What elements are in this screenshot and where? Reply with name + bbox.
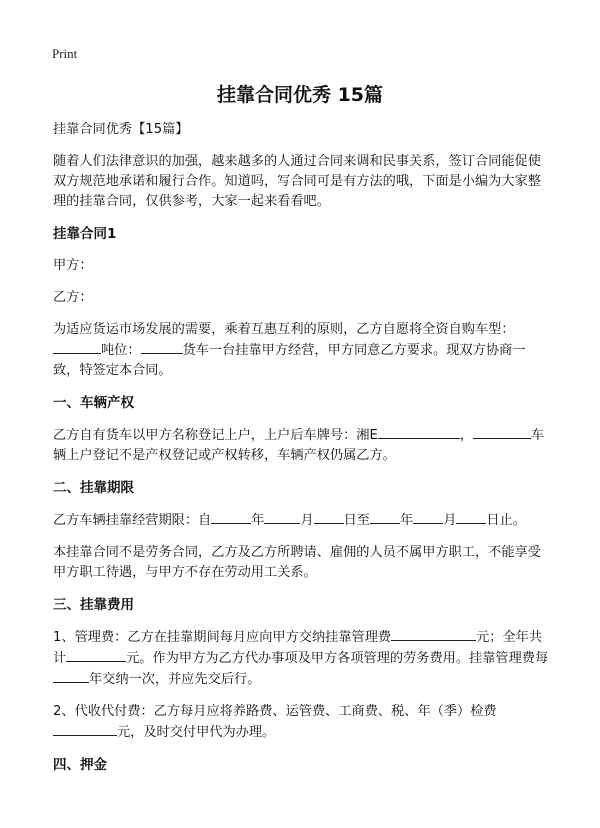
- blank-line: [53, 722, 117, 736]
- purpose-paragraph: 为适应货运市场发展的需要，乘着互惠互利的原则，乙方自愿将全资自购车型：吨位： 货车一台挂靠甲方经营，甲方同意乙方要求。现双方协商一致，特签定本合同。: [53, 322, 526, 378]
- party-b-label: 乙方：: [53, 290, 93, 305]
- intro-paragraph: 随着人们法律意识的加强，越来越多的人通过合同来调和民事关系，签订合同能促使双方规范地承诺和履行合作。知道吗，写合同可是有方法的哦，下面是小编为大家整理的挂靠合同，仅供参考，大家一起来看看吧。: [53, 154, 541, 209]
- blank-line: [53, 340, 101, 354]
- section-paragraph: 2、代收代付费：乙方每月应将养路费、运管费、工商费、税、年（季）检费元，及时交付甲代为办理。: [53, 704, 497, 740]
- blank-line: [413, 510, 443, 524]
- section-heading: 三、挂靠费用: [53, 597, 134, 613]
- section-paragraph: 本挂靠合同不是劳务合同，乙方及乙方所聘请、雇佣的人员不属甲方职工，不能享受甲方职工待遇，与甲方不存在劳动用工关系。: [53, 545, 541, 580]
- blank-line: [53, 669, 89, 683]
- section-heading: 四、押金: [53, 757, 107, 773]
- section-paragraph: 乙方自有货车以甲方名称登记上户，上户后车牌号：湘E ， 车辆上户登记不是产权登记或产权转移，车辆产权仍属乙方。: [53, 425, 549, 466]
- contract-heading: 挂靠合同1: [53, 226, 117, 242]
- blank-line: [391, 627, 476, 641]
- blank-line: [314, 510, 344, 524]
- document-title: 挂靠合同优秀 15篇: [216, 84, 384, 106]
- blank-line: [456, 510, 486, 524]
- print-link[interactable]: Print: [52, 46, 78, 61]
- subtitle: 挂靠合同优秀【15篇】: [53, 122, 189, 137]
- section-paragraph: 1、管理费：乙方在挂靠期间每月应向甲方交纳挂靠管理费 元；全年共计 元。作为甲方为乙方代办事项及甲方各项管理的劳务费用。挂靠管理费每年交纳一次，并应先交后行。: [53, 627, 549, 690]
- section-heading: 一、车辆产权: [53, 395, 134, 411]
- document-body: [53, 120, 549, 787]
- blank-line: [66, 648, 126, 662]
- blank-line: [370, 510, 400, 524]
- blank-line: [211, 510, 251, 524]
- blank-line: [378, 425, 460, 439]
- section-heading: 二、挂靠期限: [53, 480, 134, 496]
- blank-line: [264, 510, 300, 524]
- party-a-label: 甲方：: [53, 258, 93, 273]
- section-paragraph: 乙方车辆挂靠经营期限：自 年 月 日至 年 月 日止。: [53, 510, 549, 531]
- blank-line: [141, 340, 183, 354]
- blank-line: [473, 425, 531, 439]
